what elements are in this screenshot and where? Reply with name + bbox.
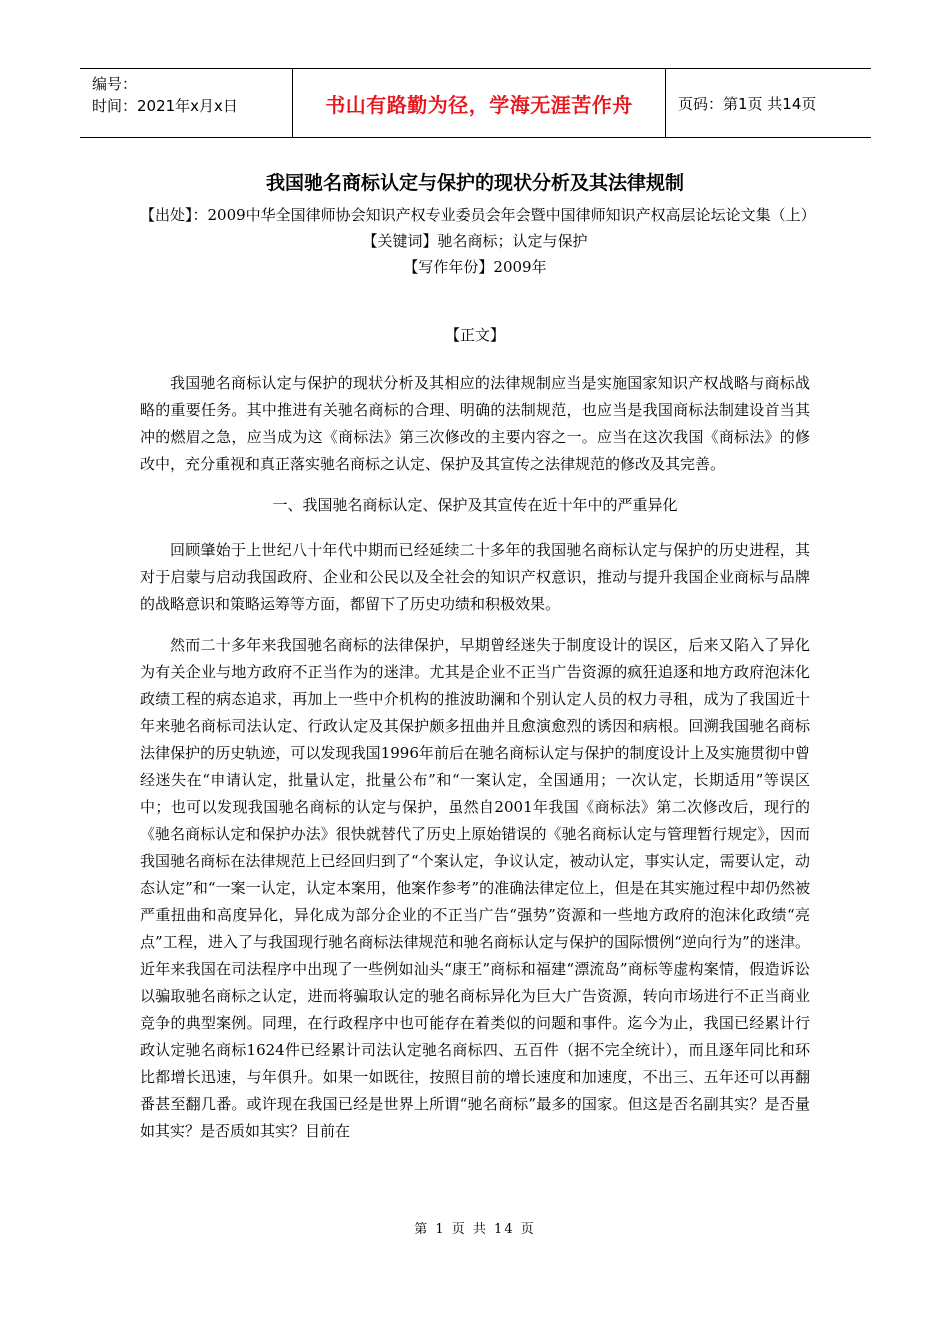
- paragraph-1: 我国驰名商标认定与保护的现状分析及其相应的法律规制应当是实施国家知识产权战略与商标战略的重要任务。其中推进有关驰名商标的合理、明确的法制规范，也应当是我国商标法制建设首当其冲的燃眉之急，应当成为这《商标法》第三次修改的主要内容之一。应当在这次我国《商标法》的修改中，充分重视和真正落实驰名商标之认定、保护及其宣传之法律规范的修改及其完善。: [140, 374, 810, 473]
- header-info-cell: [80, 69, 293, 137]
- section-heading-1: 一、我国驰名商标认定、保护及其宣传在近十年中的严重异化: [272, 496, 678, 514]
- document-keywords: 【关键词】驰名商标；认定与保护: [362, 232, 588, 250]
- time-label: 时间：2021年x月x日: [92, 97, 238, 115]
- paragraph-3: 然而二十多年来我国驰名商标的法律保护，早期曾经迷失于制度设计的误区，后来又陷入了异化为有关企业与地方政府不正当作为的迷津。尤其是企业不正当广告资源的疯狂追逐和地方政府泡沫化政绩工程的病态追求，再加上一些中介机构的推波助澜和个别认定人员的权力寻租，成为了我国近十年来驰名商标司法认定、行政认定及其保护颇多扭曲并且愈演愈烈的诱因和病根。回溯我国驰名商标法律保护的历史轨迹，可以发现我国1996年前后在驰名商标认定与保护的制度设计上及实施贯彻中曾经迷失在“申请认定，批量认定，批量公布”和“一案认定，全国通用；一次认定，长期适用”等误区中；也可以发现我国驰名商标的认定与保护，虽然自2001年我国《商标法》第二次修改后，现行的《驰名商标认定和保护办法》很快就替代了历史上原始错误的《驰名商标认定与管理暂行规定》，因而我国驰名商标在法律规范上已经回归到了“个案认定，争议认定，被动认定，事实认定，需要认定，动态认定”和“一案一认定，认定本案用，他案作参考”的准确法律定位上，但是在其实施过程中却仍然被严重扭曲和高度异化，异化成为部分企业的不正当广告“强势”资源和一些地方政府的泡沫化政绩“亮点”工程，进入了与我国现行驰名商标法律规范和驰名商标认定与保护的国际惯例“逆向行为”的迷津。近年来我国在司法程序中出现了一些例如汕头“康王”商标和福建“漂流岛”商标等虚构案情，假造诉讼以骗取驰名商标之认定，进而将骗取认定的驰名商标异化为巨大广告资源，转向市场进行不正当商业竞争的典型案例。同理，在行政程序中也可能存在着类似的问题和事件。迄今为止，我国已经累计行政认定驰名商标1624件已经累计司法认定驰名商标四、五百件（据不完全统计），而且逐年同比和环比都增长迅速，与年俱升。如果一如既往，按照目前的增长速度和加速度，不出三、五年还可以再翻番甚至翻几番。或许现在我国已经是世界上所谓“驰名商标”最多的国家。但这是否名副其实？是否量如其实？是否质如其实？目前在: [140, 636, 810, 1140]
- document-source: 【出处】：2009中华全国律师协会知识产权专业委员会年会暨中国律师知识产权高层论坛论文集（上）: [140, 206, 816, 224]
- paragraph-2: 回顾肇始于上世纪八十年代中期而已经延续二十多年的我国驰名商标认定与保护的历史进程，其对于启蒙与启动我国政府、企业和公民以及全社会的知识产权意识，推动与提升我国企业商标与品牌的战略意识和策略运筹等方面，都留下了历史功绩和积极效果。: [140, 541, 810, 613]
- number-label: 编号：: [92, 75, 138, 93]
- header-motto-cell: [293, 69, 666, 137]
- page-footer: 第 1 页 共 14 页: [414, 1222, 536, 1237]
- document-title: 我国驰名商标认定与保护的现状分析及其法律规制: [265, 172, 684, 194]
- motto-text: 书山有路勤为径，学海无涯苦作舟: [325, 92, 633, 117]
- header-page-cell: [666, 69, 871, 137]
- header-table: [80, 68, 871, 138]
- page-code: 页码：第1页 共14页: [678, 94, 817, 113]
- document-body: [140, 168, 816, 1159]
- document-year: 【写作年份】2009年: [403, 258, 547, 276]
- body-label: 【正文】: [444, 326, 505, 344]
